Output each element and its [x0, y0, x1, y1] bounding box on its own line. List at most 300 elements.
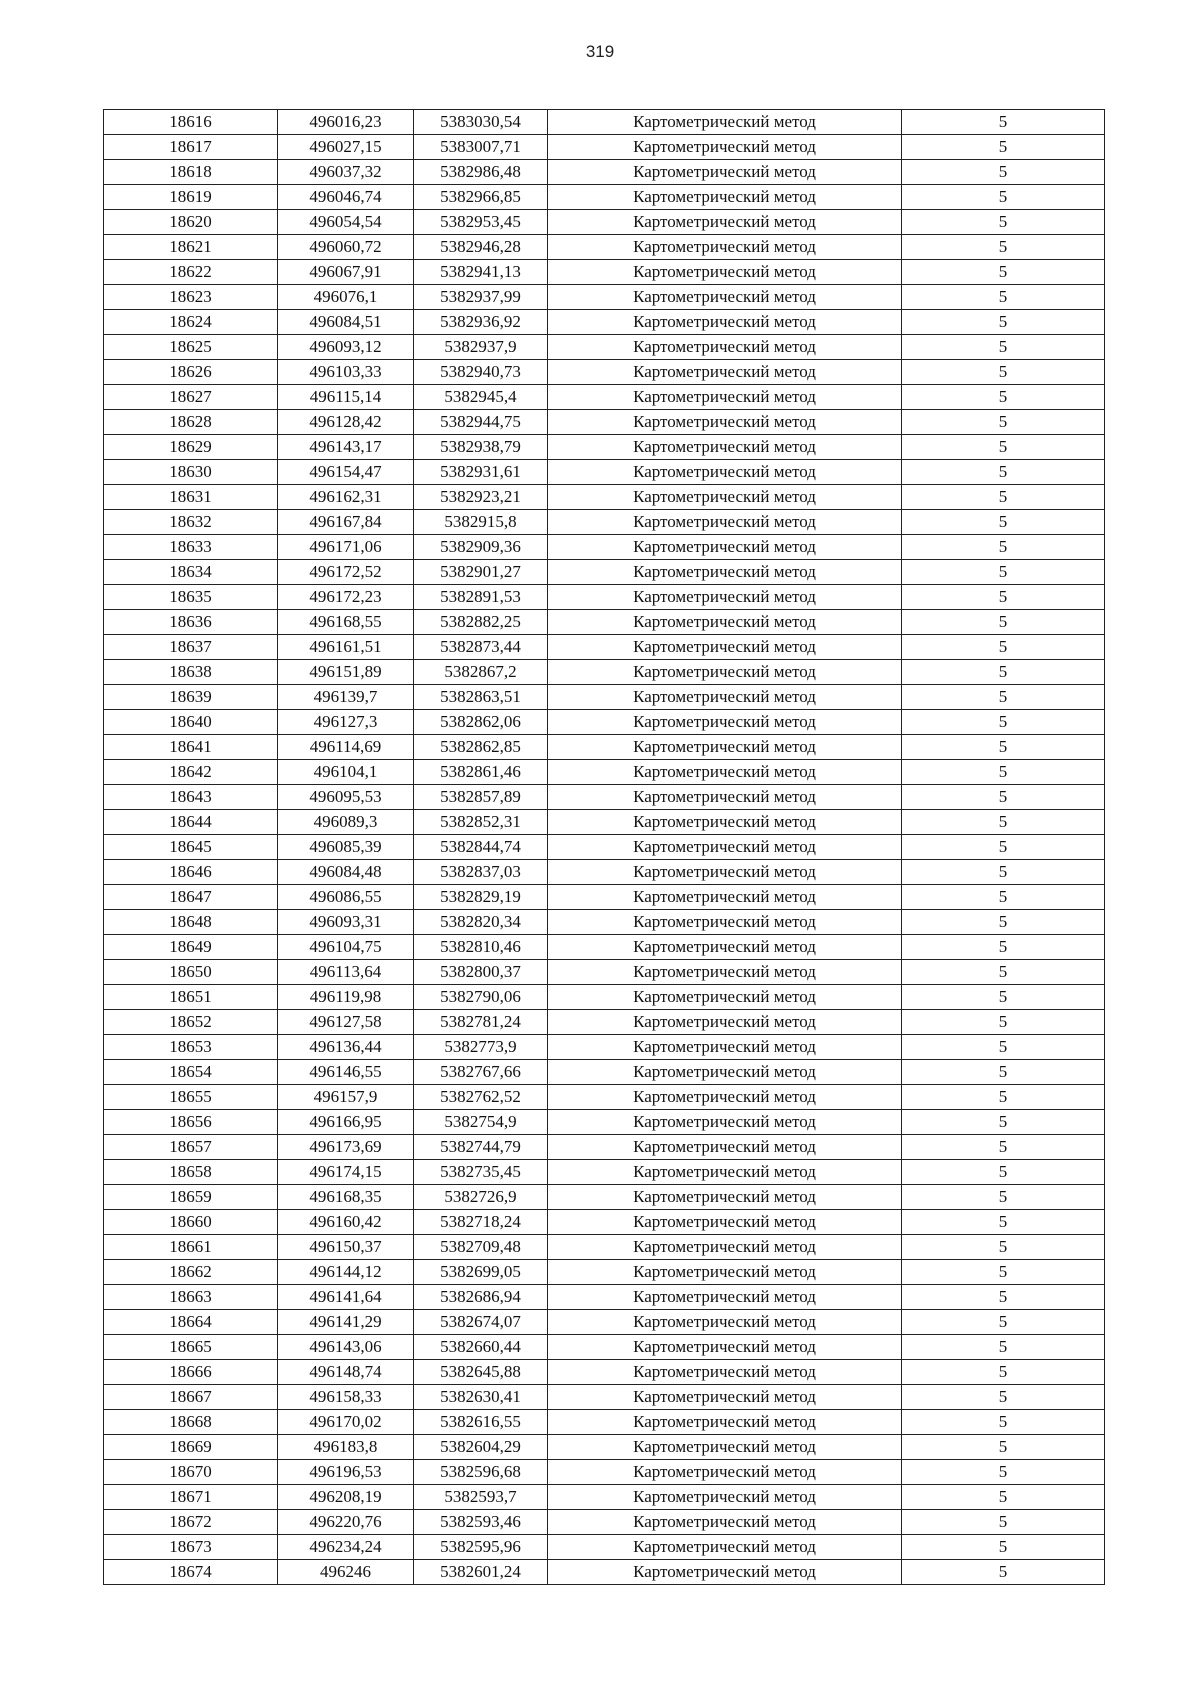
point-number-cell: 18661 [104, 1235, 278, 1260]
method-cell: Картометрический метод [548, 760, 902, 785]
x-coordinate-cell: 496173,69 [278, 1135, 414, 1160]
method-cell: Картометрический метод [548, 1285, 902, 1310]
precision-cell: 5 [902, 660, 1105, 685]
method-cell: Картометрический метод [548, 685, 902, 710]
x-coordinate-cell: 496141,29 [278, 1310, 414, 1335]
precision-cell: 5 [902, 510, 1105, 535]
y-coordinate-cell: 5382829,19 [414, 885, 548, 910]
point-number-cell: 18630 [104, 460, 278, 485]
y-coordinate-cell: 5382601,24 [414, 1560, 548, 1585]
x-coordinate-cell: 496154,47 [278, 460, 414, 485]
method-cell: Картометрический метод [548, 110, 902, 135]
table-row [104, 1210, 1105, 1235]
method-cell: Картометрический метод [548, 610, 902, 635]
table-row [104, 510, 1105, 535]
method-cell: Картометрический метод [548, 135, 902, 160]
y-coordinate-cell: 5382781,24 [414, 1010, 548, 1035]
y-coordinate-cell: 5382882,25 [414, 610, 548, 635]
x-coordinate-cell: 496172,23 [278, 585, 414, 610]
method-cell: Картометрический метод [548, 160, 902, 185]
y-coordinate-cell: 5382940,73 [414, 360, 548, 385]
point-number-cell: 18636 [104, 610, 278, 635]
y-coordinate-cell: 5382593,7 [414, 1485, 548, 1510]
precision-cell: 5 [902, 1085, 1105, 1110]
point-number-cell: 18640 [104, 710, 278, 735]
point-number-cell: 18657 [104, 1135, 278, 1160]
y-coordinate-cell: 5382596,68 [414, 1460, 548, 1485]
table-row [104, 910, 1105, 935]
point-number-cell: 18650 [104, 960, 278, 985]
precision-cell: 5 [902, 1435, 1105, 1460]
method-cell: Картометрический метод [548, 1510, 902, 1535]
y-coordinate-cell: 5382966,85 [414, 185, 548, 210]
x-coordinate-cell: 496113,64 [278, 960, 414, 985]
table-row [104, 635, 1105, 660]
method-cell: Картометрический метод [548, 735, 902, 760]
table-row [104, 1410, 1105, 1435]
x-coordinate-cell: 496208,19 [278, 1485, 414, 1510]
y-coordinate-cell: 5382726,9 [414, 1185, 548, 1210]
method-cell: Картометрический метод [548, 1235, 902, 1260]
x-coordinate-cell: 496220,76 [278, 1510, 414, 1535]
precision-cell: 5 [902, 1035, 1105, 1060]
point-number-cell: 18673 [104, 1535, 278, 1560]
point-number-cell: 18643 [104, 785, 278, 810]
point-number-cell: 18653 [104, 1035, 278, 1060]
x-coordinate-cell: 496085,39 [278, 835, 414, 860]
method-cell: Картометрический метод [548, 560, 902, 585]
table-row [104, 410, 1105, 435]
x-coordinate-cell: 496146,55 [278, 1060, 414, 1085]
x-coordinate-cell: 496246 [278, 1560, 414, 1585]
point-number-cell: 18642 [104, 760, 278, 785]
method-cell: Картометрический метод [548, 1260, 902, 1285]
point-number-cell: 18663 [104, 1285, 278, 1310]
x-coordinate-cell: 496151,89 [278, 660, 414, 685]
precision-cell: 5 [902, 785, 1105, 810]
method-cell: Картометрический метод [548, 885, 902, 910]
point-number-cell: 18644 [104, 810, 278, 835]
x-coordinate-cell: 496016,23 [278, 110, 414, 135]
y-coordinate-cell: 5382718,24 [414, 1210, 548, 1235]
method-cell: Картометрический метод [548, 235, 902, 260]
y-coordinate-cell: 5382735,45 [414, 1160, 548, 1185]
y-coordinate-cell: 5382862,85 [414, 735, 548, 760]
precision-cell: 5 [902, 485, 1105, 510]
y-coordinate-cell: 5382936,92 [414, 310, 548, 335]
table-row [104, 785, 1105, 810]
method-cell: Картометрический метод [548, 985, 902, 1010]
y-coordinate-cell: 5382767,66 [414, 1060, 548, 1085]
table-row [104, 1135, 1105, 1160]
y-coordinate-cell: 5382937,99 [414, 285, 548, 310]
table-row [104, 735, 1105, 760]
precision-cell: 5 [902, 310, 1105, 335]
y-coordinate-cell: 5382941,13 [414, 260, 548, 285]
method-cell: Картометрический метод [548, 810, 902, 835]
y-coordinate-cell: 5382800,37 [414, 960, 548, 985]
x-coordinate-cell: 496103,33 [278, 360, 414, 385]
precision-cell: 5 [902, 560, 1105, 585]
x-coordinate-cell: 496168,35 [278, 1185, 414, 1210]
method-cell: Картометрический метод [548, 1560, 902, 1585]
x-coordinate-cell: 496027,15 [278, 135, 414, 160]
point-number-cell: 18655 [104, 1085, 278, 1110]
x-coordinate-cell: 496144,12 [278, 1260, 414, 1285]
method-cell: Картометрический метод [548, 535, 902, 560]
table-row [104, 135, 1105, 160]
table-row [104, 1435, 1105, 1460]
precision-cell: 5 [902, 1260, 1105, 1285]
table-row [104, 1510, 1105, 1535]
y-coordinate-cell: 5382699,05 [414, 1260, 548, 1285]
table-row [104, 110, 1105, 135]
y-coordinate-cell: 5382754,9 [414, 1110, 548, 1135]
method-cell: Картометрический метод [548, 485, 902, 510]
precision-cell: 5 [902, 1135, 1105, 1160]
x-coordinate-cell: 496143,17 [278, 435, 414, 460]
y-coordinate-cell: 5382820,34 [414, 910, 548, 935]
precision-cell: 5 [902, 935, 1105, 960]
method-cell: Картометрический метод [548, 935, 902, 960]
point-number-cell: 18628 [104, 410, 278, 435]
y-coordinate-cell: 5382790,06 [414, 985, 548, 1010]
method-cell: Картометрический метод [548, 1085, 902, 1110]
y-coordinate-cell: 5383007,71 [414, 135, 548, 160]
table-row [104, 935, 1105, 960]
method-cell: Картометрический метод [548, 1535, 902, 1560]
precision-cell: 5 [902, 860, 1105, 885]
y-coordinate-cell: 5382938,79 [414, 435, 548, 460]
table-row [104, 860, 1105, 885]
x-coordinate-cell: 496160,42 [278, 1210, 414, 1235]
point-number-cell: 18629 [104, 435, 278, 460]
y-coordinate-cell: 5382762,52 [414, 1085, 548, 1110]
table-row [104, 1285, 1105, 1310]
y-coordinate-cell: 5382852,31 [414, 810, 548, 835]
x-coordinate-cell: 496086,55 [278, 885, 414, 910]
precision-cell: 5 [902, 835, 1105, 860]
x-coordinate-cell: 496128,42 [278, 410, 414, 435]
precision-cell: 5 [902, 760, 1105, 785]
x-coordinate-cell: 496183,8 [278, 1435, 414, 1460]
x-coordinate-cell: 496166,95 [278, 1110, 414, 1135]
point-number-cell: 18648 [104, 910, 278, 935]
table-row [104, 810, 1105, 835]
table-row [104, 160, 1105, 185]
table-row [104, 1535, 1105, 1560]
point-number-cell: 18616 [104, 110, 278, 135]
point-number-cell: 18635 [104, 585, 278, 610]
table-row [104, 685, 1105, 710]
point-number-cell: 18647 [104, 885, 278, 910]
method-cell: Картометрический метод [548, 260, 902, 285]
method-cell: Картометрический метод [548, 1310, 902, 1335]
y-coordinate-cell: 5382686,94 [414, 1285, 548, 1310]
x-coordinate-cell: 496046,74 [278, 185, 414, 210]
precision-cell: 5 [902, 1160, 1105, 1185]
page-number: 319 [585, 42, 615, 61]
table-row [104, 385, 1105, 410]
y-coordinate-cell: 5382616,55 [414, 1410, 548, 1435]
y-coordinate-cell: 5382630,41 [414, 1385, 548, 1410]
point-number-cell: 18626 [104, 360, 278, 385]
point-number-cell: 18658 [104, 1160, 278, 1185]
point-number-cell: 18623 [104, 285, 278, 310]
x-coordinate-cell: 496089,3 [278, 810, 414, 835]
precision-cell: 5 [902, 260, 1105, 285]
y-coordinate-cell: 5382837,03 [414, 860, 548, 885]
point-number-cell: 18645 [104, 835, 278, 860]
method-cell: Картометрический метод [548, 1485, 902, 1510]
y-coordinate-cell: 5382953,45 [414, 210, 548, 235]
x-coordinate-cell: 496084,48 [278, 860, 414, 885]
table-row [104, 335, 1105, 360]
x-coordinate-cell: 496054,54 [278, 210, 414, 235]
table-row [104, 885, 1105, 910]
table-row [104, 1385, 1105, 1410]
x-coordinate-cell: 496037,32 [278, 160, 414, 185]
y-coordinate-cell: 5382867,2 [414, 660, 548, 685]
point-number-cell: 18656 [104, 1110, 278, 1135]
y-coordinate-cell: 5382863,51 [414, 685, 548, 710]
x-coordinate-cell: 496084,51 [278, 310, 414, 335]
precision-cell: 5 [902, 210, 1105, 235]
y-coordinate-cell: 5382810,46 [414, 935, 548, 960]
table-row [104, 985, 1105, 1010]
x-coordinate-cell: 496093,31 [278, 910, 414, 935]
point-number-cell: 18622 [104, 260, 278, 285]
precision-cell: 5 [902, 410, 1105, 435]
y-coordinate-cell: 5382944,75 [414, 410, 548, 435]
table-row [104, 1110, 1105, 1135]
point-number-cell: 18639 [104, 685, 278, 710]
point-number-cell: 18618 [104, 160, 278, 185]
method-cell: Картометрический метод [548, 285, 902, 310]
point-number-cell: 18641 [104, 735, 278, 760]
method-cell: Картометрический метод [548, 460, 902, 485]
table-row [104, 835, 1105, 860]
precision-cell: 5 [902, 1410, 1105, 1435]
point-number-cell: 18667 [104, 1385, 278, 1410]
y-coordinate-cell: 5382931,61 [414, 460, 548, 485]
precision-cell: 5 [902, 810, 1105, 835]
x-coordinate-cell: 496115,14 [278, 385, 414, 410]
table-row [104, 285, 1105, 310]
precision-cell: 5 [902, 1460, 1105, 1485]
x-coordinate-cell: 496093,12 [278, 335, 414, 360]
precision-cell: 5 [902, 535, 1105, 560]
table-row [104, 710, 1105, 735]
precision-cell: 5 [902, 1385, 1105, 1410]
x-coordinate-cell: 496127,3 [278, 710, 414, 735]
point-number-cell: 18672 [104, 1510, 278, 1535]
table-row [104, 660, 1105, 685]
y-coordinate-cell: 5382844,74 [414, 835, 548, 860]
point-number-cell: 18668 [104, 1410, 278, 1435]
x-coordinate-cell: 496119,98 [278, 985, 414, 1010]
point-number-cell: 18625 [104, 335, 278, 360]
point-number-cell: 18666 [104, 1360, 278, 1385]
method-cell: Картометрический метод [548, 960, 902, 985]
point-number-cell: 18637 [104, 635, 278, 660]
table-row [104, 535, 1105, 560]
point-number-cell: 18631 [104, 485, 278, 510]
x-coordinate-cell: 496139,7 [278, 685, 414, 710]
method-cell: Картометрический метод [548, 1035, 902, 1060]
table-row [104, 260, 1105, 285]
method-cell: Картометрический метод [548, 835, 902, 860]
x-coordinate-cell: 496150,37 [278, 1235, 414, 1260]
method-cell: Картометрический метод [548, 1410, 902, 1435]
table-row [104, 360, 1105, 385]
point-number-cell: 18621 [104, 235, 278, 260]
point-number-cell: 18659 [104, 1185, 278, 1210]
method-cell: Картометрический метод [548, 1335, 902, 1360]
method-cell: Картометрический метод [548, 1435, 902, 1460]
point-number-cell: 18660 [104, 1210, 278, 1235]
precision-cell: 5 [902, 1310, 1105, 1335]
x-coordinate-cell: 496148,74 [278, 1360, 414, 1385]
y-coordinate-cell: 5382674,07 [414, 1310, 548, 1335]
x-coordinate-cell: 496067,91 [278, 260, 414, 285]
precision-cell: 5 [902, 185, 1105, 210]
method-cell: Картометрический метод [548, 435, 902, 460]
precision-cell: 5 [902, 960, 1105, 985]
table-row [104, 185, 1105, 210]
y-coordinate-cell: 5382986,48 [414, 160, 548, 185]
x-coordinate-cell: 496171,06 [278, 535, 414, 560]
x-coordinate-cell: 496136,44 [278, 1035, 414, 1060]
method-cell: Картометрический метод [548, 210, 902, 235]
table-row [104, 435, 1105, 460]
point-number-cell: 18620 [104, 210, 278, 235]
point-number-cell: 18638 [104, 660, 278, 685]
x-coordinate-cell: 496172,52 [278, 560, 414, 585]
point-number-cell: 18654 [104, 1060, 278, 1085]
precision-cell: 5 [902, 1060, 1105, 1085]
method-cell: Картометрический метод [548, 1460, 902, 1485]
point-number-cell: 18627 [104, 385, 278, 410]
point-number-cell: 18646 [104, 860, 278, 885]
method-cell: Картометрический метод [548, 1385, 902, 1410]
precision-cell: 5 [902, 385, 1105, 410]
y-coordinate-cell: 5382857,89 [414, 785, 548, 810]
point-number-cell: 18634 [104, 560, 278, 585]
point-number-cell: 18671 [104, 1485, 278, 1510]
x-coordinate-cell: 496158,33 [278, 1385, 414, 1410]
y-coordinate-cell: 5382604,29 [414, 1435, 548, 1460]
x-coordinate-cell: 496196,53 [278, 1460, 414, 1485]
point-number-cell: 18624 [104, 310, 278, 335]
y-coordinate-cell: 5382773,9 [414, 1035, 548, 1060]
x-coordinate-cell: 496143,06 [278, 1335, 414, 1360]
point-number-cell: 18664 [104, 1310, 278, 1335]
y-coordinate-cell: 5382862,06 [414, 710, 548, 735]
precision-cell: 5 [902, 1335, 1105, 1360]
method-cell: Картометрический метод [548, 1010, 902, 1035]
method-cell: Картометрический метод [548, 385, 902, 410]
table-row [104, 560, 1105, 585]
precision-cell: 5 [902, 585, 1105, 610]
point-number-cell: 18674 [104, 1560, 278, 1585]
y-coordinate-cell: 5382873,44 [414, 635, 548, 660]
y-coordinate-cell: 5382915,8 [414, 510, 548, 535]
table-row [104, 210, 1105, 235]
table-row [104, 310, 1105, 335]
table-row [104, 960, 1105, 985]
x-coordinate-cell: 496076,1 [278, 285, 414, 310]
precision-cell: 5 [902, 710, 1105, 735]
precision-cell: 5 [902, 885, 1105, 910]
y-coordinate-cell: 5382891,53 [414, 585, 548, 610]
precision-cell: 5 [902, 685, 1105, 710]
precision-cell: 5 [902, 360, 1105, 385]
method-cell: Картометрический метод [548, 1160, 902, 1185]
point-number-cell: 18632 [104, 510, 278, 535]
method-cell: Картометрический метод [548, 1060, 902, 1085]
method-cell: Картометрический метод [548, 1185, 902, 1210]
method-cell: Картометрический метод [548, 1210, 902, 1235]
point-number-cell: 18617 [104, 135, 278, 160]
y-coordinate-cell: 5382909,36 [414, 535, 548, 560]
precision-cell: 5 [902, 1210, 1105, 1235]
x-coordinate-cell: 496234,24 [278, 1535, 414, 1560]
precision-cell: 5 [902, 1360, 1105, 1385]
x-coordinate-cell: 496161,51 [278, 635, 414, 660]
precision-cell: 5 [902, 435, 1105, 460]
precision-cell: 5 [902, 1535, 1105, 1560]
precision-cell: 5 [902, 1285, 1105, 1310]
y-coordinate-cell: 5382709,48 [414, 1235, 548, 1260]
precision-cell: 5 [902, 1560, 1105, 1585]
x-coordinate-cell: 496060,72 [278, 235, 414, 260]
y-coordinate-cell: 5382901,27 [414, 560, 548, 585]
table-row [104, 1485, 1105, 1510]
point-number-cell: 18665 [104, 1335, 278, 1360]
method-cell: Картометрический метод [548, 710, 902, 735]
precision-cell: 5 [902, 110, 1105, 135]
method-cell: Картометрический метод [548, 660, 902, 685]
y-coordinate-cell: 5382593,46 [414, 1510, 548, 1535]
x-coordinate-cell: 496095,53 [278, 785, 414, 810]
y-coordinate-cell: 5382923,21 [414, 485, 548, 510]
method-cell: Картометрический метод [548, 510, 902, 535]
y-coordinate-cell: 5382937,9 [414, 335, 548, 360]
table-row [104, 1560, 1105, 1585]
table-row [104, 1335, 1105, 1360]
x-coordinate-cell: 496104,1 [278, 760, 414, 785]
precision-cell: 5 [902, 1010, 1105, 1035]
coordinates-table-body [104, 110, 1105, 1585]
method-cell: Картометрический метод [548, 1135, 902, 1160]
y-coordinate-cell: 5382660,44 [414, 1335, 548, 1360]
method-cell: Картометрический метод [548, 360, 902, 385]
x-coordinate-cell: 496167,84 [278, 510, 414, 535]
precision-cell: 5 [902, 1235, 1105, 1260]
precision-cell: 5 [902, 735, 1105, 760]
table-row [104, 1310, 1105, 1335]
precision-cell: 5 [902, 285, 1105, 310]
point-number-cell: 18652 [104, 1010, 278, 1035]
precision-cell: 5 [902, 1485, 1105, 1510]
x-coordinate-cell: 496170,02 [278, 1410, 414, 1435]
method-cell: Картометрический метод [548, 860, 902, 885]
method-cell: Картометрический метод [548, 310, 902, 335]
precision-cell: 5 [902, 1510, 1105, 1535]
precision-cell: 5 [902, 610, 1105, 635]
method-cell: Картометрический метод [548, 785, 902, 810]
